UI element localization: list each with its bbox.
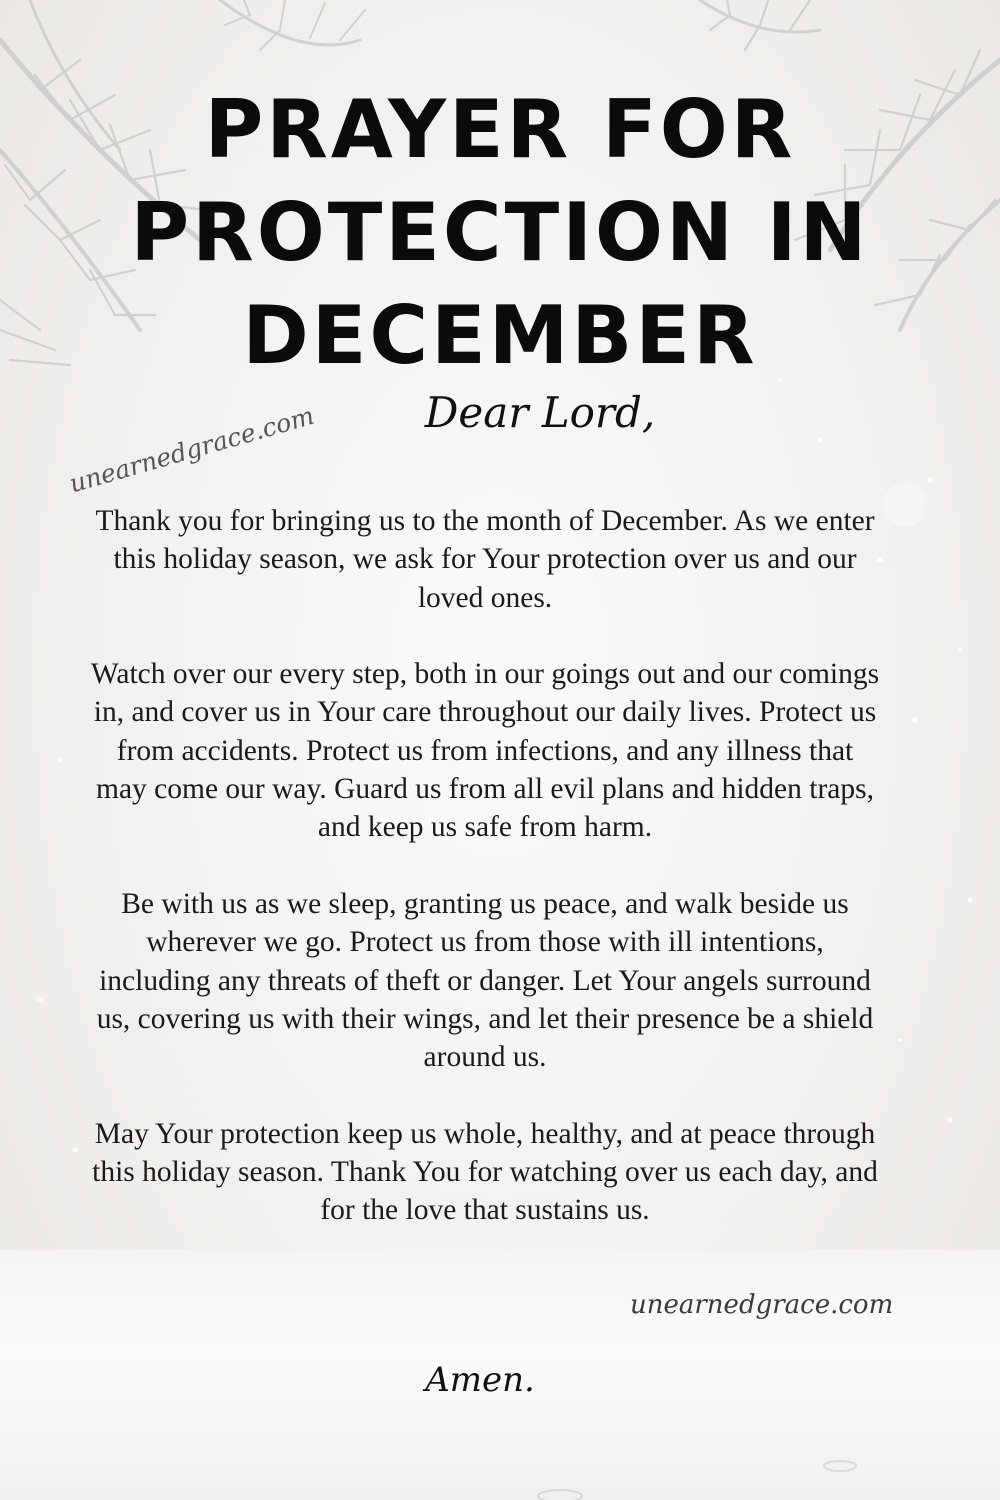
page-title: PRAYER FOR PROTECTION IN DECEMBER: [130, 83, 870, 382]
watermark-bottom: unearnedgrace.com: [630, 1290, 894, 1320]
prayer-paragraph: Thank you for bringing us to the month of December. As we enter this holiday season, we ask for Your protection over us and our loved ones.: [95, 505, 875, 614]
closing-amen: Amen.: [425, 1360, 535, 1400]
prayer-paragraph: Watch over our every step, both in our goings out and our comings in, and cover us in Your care throughout our daily lives. Protect us from accidents. Protect us from infections, and any illness that may come our way. Guard us from all evil plans and hidden traps, and keep us safe from harm.: [90, 658, 880, 844]
greeting: Dear Lord,: [424, 388, 656, 437]
watermark-top: unearnedgrace.com: [66, 400, 318, 499]
prayer-paragraph: Be with us as we sleep, granting us peace, and walk beside us wherever we go. Protect us from those with ill intentions, including any threats of theft or danger. Let Your angels surround us, covering us with their wings, and let their presence be a shield around us.: [96, 887, 874, 1074]
prayer-body: [90, 502, 880, 1268]
prayer-paragraph: May Your protection keep us whole, healthy, and at peace through this holiday season. Thank You for watching over us each day, and for the love that sustains us.: [92, 1117, 878, 1227]
